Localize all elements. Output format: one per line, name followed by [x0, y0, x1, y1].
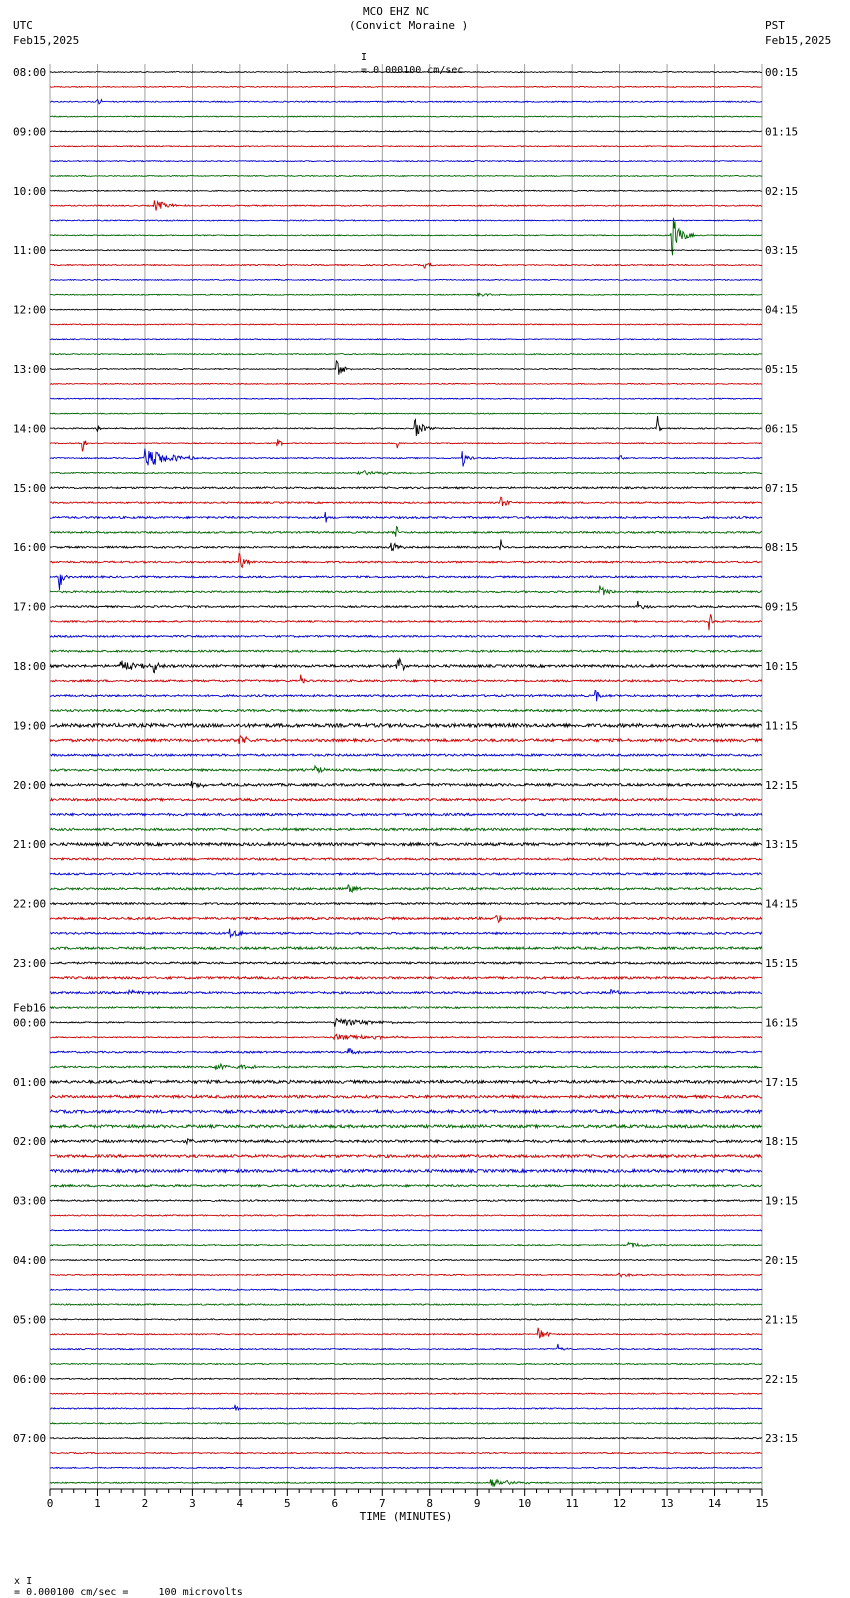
x-tick-label: 14	[707, 1497, 722, 1510]
seismogram-trace	[50, 116, 762, 117]
right-hour-label: 13:15	[765, 838, 799, 852]
left-hour-label: 08:00	[13, 66, 47, 79]
seismogram-trace	[50, 200, 762, 210]
seismogram-trace	[50, 858, 762, 860]
seismogram-trace	[50, 1344, 762, 1350]
right-hour-label: 22:15	[765, 1372, 799, 1386]
x-tick-label: 2	[141, 1497, 149, 1510]
footer-scale-icon: x I	[14, 1576, 33, 1587]
right-hour-label: 14:15	[765, 897, 799, 911]
seismogram-trace	[50, 601, 762, 609]
seismogram-trace	[50, 724, 762, 728]
seismogram-trace	[50, 990, 762, 995]
right-hour-label: 15:15	[765, 957, 799, 970]
seismogram-trace	[50, 1155, 762, 1158]
seismogram-trace	[50, 161, 762, 162]
seismogram-trace	[50, 324, 762, 325]
left-hour-label: 12:00	[13, 303, 47, 317]
left-hour-label: 09:00	[13, 125, 47, 139]
seismogram-trace	[50, 1438, 762, 1439]
seismogram-trace	[50, 383, 762, 384]
seismogram-trace	[50, 1259, 762, 1260]
seismogram-trace	[50, 675, 762, 683]
seismogram-trace	[50, 439, 762, 451]
seismogram-trace	[50, 813, 762, 815]
seismogram-trace	[50, 354, 762, 355]
seismogram-trace	[50, 413, 762, 414]
seismogram-trace	[50, 1363, 762, 1364]
seismogram-trace	[50, 309, 762, 310]
x-tick-label: 7	[378, 1497, 386, 1510]
seismogram-trace	[50, 100, 762, 104]
station-title: MCO EHZ NC	[363, 5, 430, 18]
seismogram-trace	[50, 1139, 762, 1144]
left-timezone: UTC	[13, 19, 33, 32]
left-hour-label: 20:00	[13, 778, 47, 792]
seismogram-trace	[50, 1304, 762, 1305]
scale-bar-icon: I	[361, 52, 368, 63]
right-timezone: PST	[765, 19, 785, 32]
seismogram-trace	[50, 843, 762, 846]
seismogram-trace	[50, 691, 762, 702]
left-hour-label: 18:00	[13, 660, 47, 673]
x-axis-label: TIME (MINUTES)	[359, 1510, 453, 1523]
seismogram-trace	[50, 754, 762, 756]
left-hour-label: 03:00	[13, 1194, 47, 1208]
seismogram-trace	[50, 449, 762, 467]
seismogram-trace	[50, 1215, 762, 1216]
seismogram-trace	[50, 1273, 762, 1277]
right-hour-label: 01:15	[765, 125, 799, 139]
right-hour-label: 07:15	[765, 481, 799, 495]
seismogram-trace	[50, 1393, 762, 1394]
x-tick-label: 15	[755, 1497, 769, 1510]
seismogram-trace	[50, 1185, 762, 1187]
seismogram-trace	[50, 1110, 762, 1113]
seismogram-trace	[50, 781, 762, 788]
right-hour-label: 10:15	[765, 660, 799, 673]
seismogram-trace	[50, 554, 762, 568]
x-tick-label: 1	[94, 1497, 101, 1510]
seismogram-trace	[50, 1289, 762, 1290]
seismogram-trace	[50, 1019, 762, 1027]
seismogram-trace	[50, 398, 762, 399]
seismogram-trace	[50, 710, 762, 712]
seismogram-trace	[50, 828, 762, 830]
left-hour-label: 15:00	[13, 481, 47, 495]
right-hour-label: 06:15	[765, 422, 799, 436]
seismogram-trace	[50, 1328, 762, 1339]
seismogram-trace	[50, 1453, 762, 1454]
seismogram-trace	[50, 1064, 762, 1069]
right-hour-label: 19:15	[765, 1194, 799, 1208]
x-tick-label: 4	[236, 1497, 244, 1510]
left-hour-label: 04:00	[13, 1254, 47, 1267]
seismogram-trace	[50, 1080, 762, 1083]
right-hour-label: 21:15	[765, 1313, 799, 1327]
seismogram-trace	[50, 250, 762, 251]
seismogram-trace	[50, 929, 762, 937]
seismogram-trace	[50, 1243, 762, 1248]
right-hour-label: 12:15	[765, 778, 799, 792]
seismogram-trace	[50, 977, 762, 979]
seismogram-trace	[50, 873, 762, 875]
seismogram-trace	[50, 220, 762, 221]
seismogram-trace	[50, 736, 762, 744]
seismogram-trace	[50, 947, 762, 949]
seismogram-trace	[50, 487, 762, 489]
time-axis	[47, 1489, 769, 1523]
x-tick-label: 12	[612, 1497, 627, 1510]
station-location: (Convict Moraine )	[349, 19, 469, 32]
seismogram-trace	[50, 635, 762, 637]
left-hour-label: 22:00	[13, 897, 47, 911]
scale-bar-text: = 0.000100 cm/sec	[361, 65, 464, 76]
right-hour-label: 08:15	[765, 541, 799, 555]
left-hour-label: 02:00	[13, 1135, 47, 1149]
left-hour-label: 14:00	[13, 422, 47, 436]
seismogram-trace	[50, 190, 762, 191]
seismogram-trace	[50, 279, 762, 280]
seismogram-trace	[50, 497, 762, 506]
seismogram-trace	[50, 527, 762, 537]
left-hour-label: 01:00	[13, 1075, 47, 1089]
seismogram-trace	[50, 1230, 762, 1231]
right-hour-label: 09:15	[765, 600, 799, 614]
right-hour-label: 16:15	[765, 1016, 799, 1030]
seismogram-trace	[50, 1034, 762, 1039]
left-hour-label: 06:00	[13, 1372, 47, 1386]
seismogram-trace	[50, 799, 762, 801]
footer-scale-text: = 0.000100 cm/sec = 100 microvolts	[14, 1587, 243, 1598]
seismogram-trace	[50, 1095, 762, 1098]
seismogram-trace	[50, 1319, 762, 1320]
seismogram-trace	[50, 146, 762, 147]
seismogram-trace	[50, 293, 762, 297]
seismogram-trace	[50, 1467, 762, 1468]
seismogram-trace	[50, 72, 762, 73]
seismogram-trace	[50, 766, 762, 773]
seismogram-trace	[50, 339, 762, 340]
seismogram-trace	[50, 1007, 762, 1009]
seismogram-trace	[50, 86, 762, 87]
right-hour-label: 18:15	[765, 1135, 799, 1149]
seismogram-trace	[50, 1378, 762, 1379]
right-hour-label: 00:15	[765, 66, 799, 79]
x-tick-label: 11	[565, 1497, 579, 1510]
left-hour-label: 23:00	[13, 957, 47, 970]
right-hour-label: 03:15	[765, 244, 799, 258]
left-hour-label: 16:00	[13, 541, 47, 555]
x-tick-label: 10	[518, 1497, 532, 1510]
seismogram-trace	[50, 885, 762, 892]
seismogram-trace	[50, 264, 762, 269]
x-tick-label: 8	[426, 1497, 434, 1510]
right-date: Feb15,2025	[765, 34, 832, 47]
left-date: Feb15,2025	[13, 34, 80, 47]
seismogram-trace	[50, 176, 762, 177]
footer-scale	[2, 1565, 243, 1598]
left-hour-label: 11:00	[13, 244, 47, 258]
seismogram-trace	[50, 361, 762, 375]
seismogram-trace	[50, 659, 762, 673]
seismogram-trace	[50, 915, 762, 922]
seismogram-trace	[50, 1049, 762, 1054]
right-hour-label: 11:15	[765, 719, 799, 733]
x-tick-label: 13	[660, 1497, 674, 1510]
seismogram-trace	[50, 585, 762, 595]
right-hour-label: 05:15	[765, 363, 799, 376]
seismogram-trace	[50, 962, 762, 964]
seismogram-trace	[50, 471, 762, 475]
seismogram-trace	[50, 650, 762, 652]
right-hour-label: 23:15	[765, 1432, 799, 1446]
seismogram-trace	[50, 539, 762, 551]
x-tick-label: 5	[284, 1497, 291, 1510]
seismogram-trace	[50, 131, 762, 132]
date-change-label: Feb16	[13, 1001, 47, 1015]
seismogram-trace	[50, 1200, 762, 1202]
seismogram-trace	[50, 512, 762, 523]
right-hour-label: 04:15	[765, 303, 799, 317]
left-hour-label: 05:00	[13, 1313, 47, 1327]
x-tick-label: 3	[189, 1497, 196, 1510]
right-hour-label: 17:15	[765, 1075, 799, 1089]
left-hour-label: 17:00	[13, 600, 47, 614]
seismogram-trace	[50, 416, 762, 436]
seismogram-trace	[50, 903, 762, 905]
left-hour-label: 19:00	[13, 719, 47, 733]
x-tick-label: 6	[331, 1497, 339, 1510]
seismogram-traces	[50, 72, 762, 1487]
right-hour-label: 20:15	[765, 1254, 799, 1267]
left-hour-label: 07:00	[13, 1432, 47, 1446]
seismogram-trace	[50, 1405, 762, 1411]
left-hour-label: 10:00	[13, 184, 47, 198]
seismogram-trace	[50, 1169, 762, 1172]
left-hour-label: 21:00	[13, 838, 47, 852]
seismogram-trace	[50, 575, 762, 590]
seismogram-trace	[50, 614, 762, 630]
left-hour-label: 13:00	[13, 363, 47, 376]
seismogram-trace	[50, 1423, 762, 1424]
seismogram-trace	[50, 1479, 762, 1486]
x-tick-label: 0	[46, 1497, 54, 1510]
seismogram-trace	[50, 1125, 762, 1128]
x-tick-label: 9	[473, 1497, 481, 1510]
right-hour-label: 02:15	[765, 184, 799, 198]
left-hour-label: 00:00	[13, 1016, 47, 1030]
